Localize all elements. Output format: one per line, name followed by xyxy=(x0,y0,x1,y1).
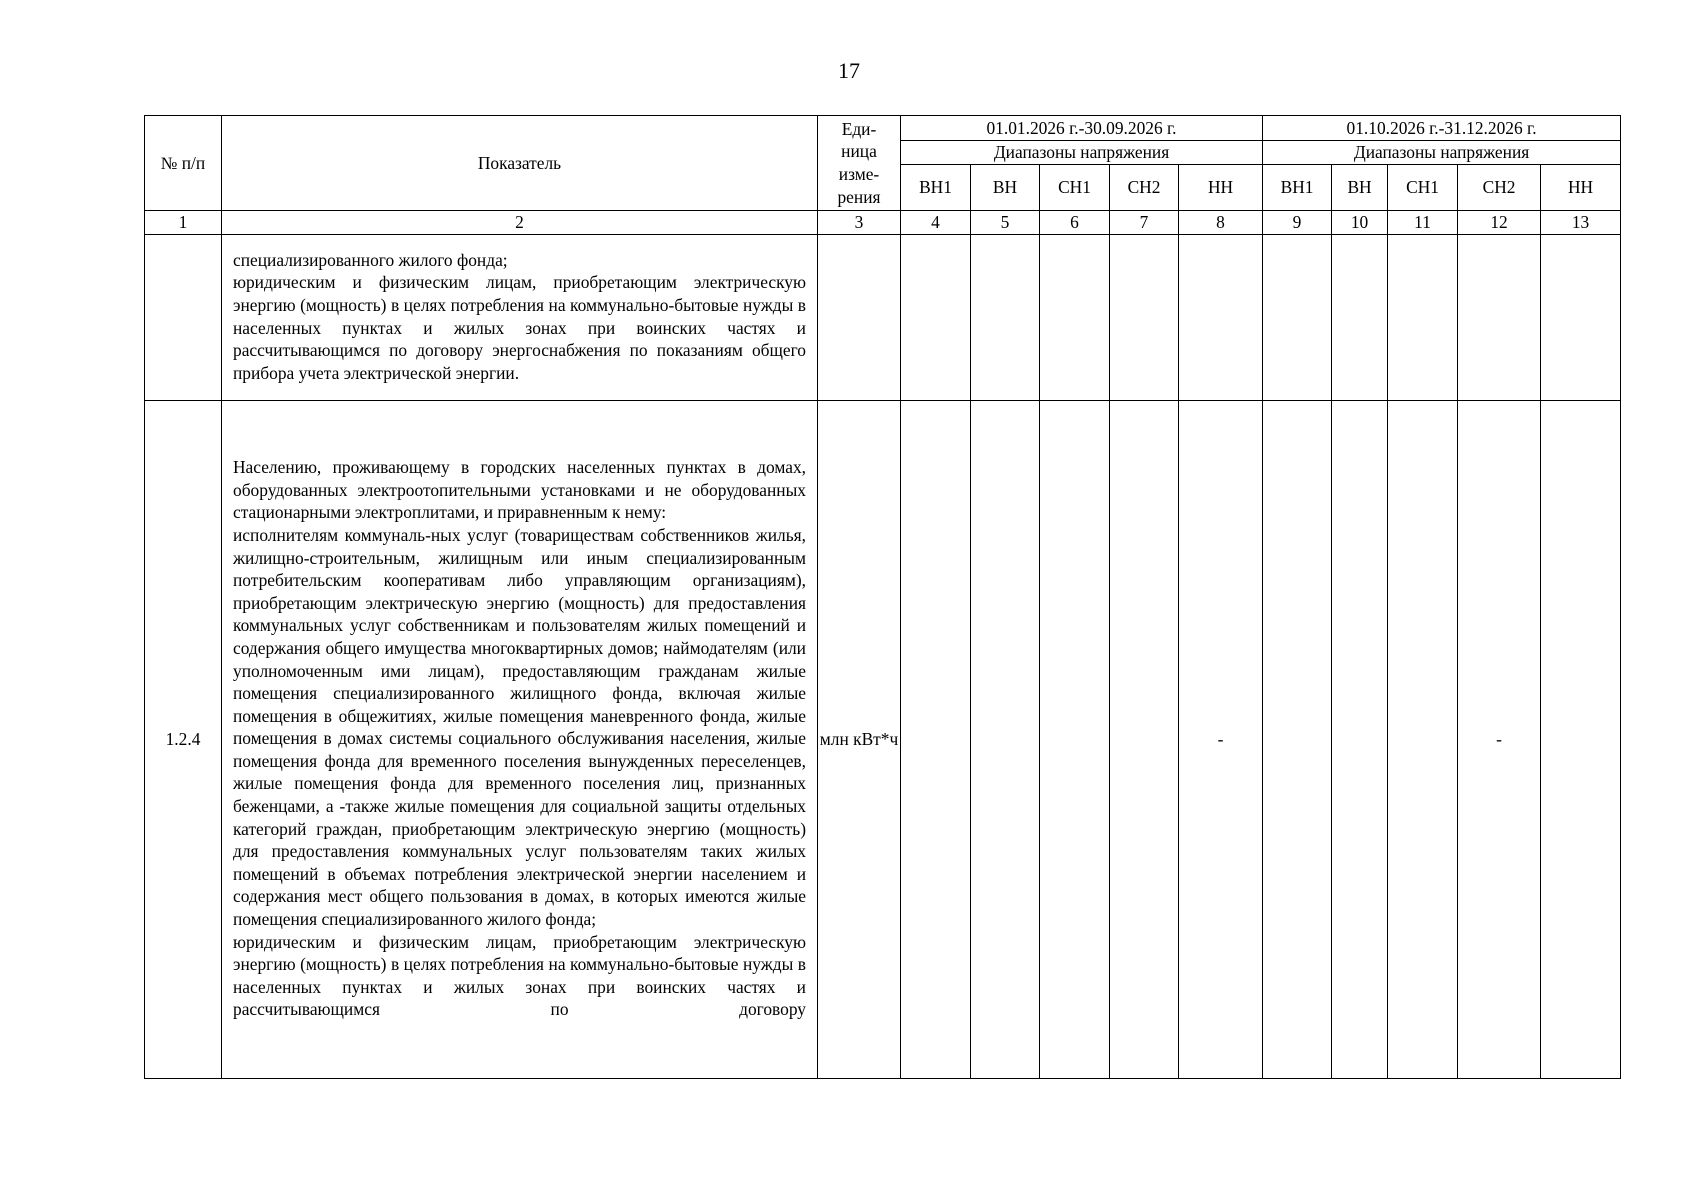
header-voltage-cell: СН2 xyxy=(1458,165,1541,211)
value-cell xyxy=(1110,234,1179,400)
page-number: 17 xyxy=(838,58,860,83)
table-row xyxy=(145,400,1621,1078)
column-number: 7 xyxy=(1110,211,1179,235)
value-cell: - xyxy=(1458,400,1541,1078)
header-ranges-2: Диапазоны напряжения xyxy=(1263,141,1621,165)
column-number: 8 xyxy=(1179,211,1263,235)
column-number: 11 xyxy=(1388,211,1458,235)
column-number: 6 xyxy=(1040,211,1110,235)
header-voltage-cell: ВН1 xyxy=(901,165,971,211)
value-cell xyxy=(1263,400,1332,1078)
column-number: 10 xyxy=(1332,211,1388,235)
header-voltage-cell: НН xyxy=(1179,165,1263,211)
row-unit xyxy=(818,234,901,400)
column-number: 9 xyxy=(1263,211,1332,235)
value-cell xyxy=(971,234,1040,400)
indicator-paragraph: юридическим и физическим лицам, приобретающим электрическую энергию (мощность) в целях потребления на коммунально-бытовые нужды в населенных пунктах и жилых зонах при воинских частях и рассчитывающимся по договору энергоснабжения по показаниям общего прибора учета электрической энергии. xyxy=(233,272,806,383)
row-indicator-text xyxy=(222,400,818,1078)
value-cell xyxy=(1332,234,1388,400)
header-period-2: 01.10.2026 г.-31.12.2026 г. xyxy=(1263,116,1621,141)
header-num: № п/п xyxy=(145,116,222,211)
value-cell xyxy=(1040,400,1110,1078)
value-cell: - xyxy=(1179,400,1263,1078)
header-ranges-1: Диапазоны напряжения xyxy=(901,141,1263,165)
value-cell xyxy=(1263,234,1332,400)
value-cell xyxy=(1458,234,1541,400)
value-cell xyxy=(1388,400,1458,1078)
header-unit: Еди- ница изме- рения xyxy=(818,116,901,211)
indicator-paragraph: Населению, проживающему в городских населенных пунктах в домах, оборудованных электроотопительными установками и не оборудованных стационарными электроплитами, и приравненным к нему: xyxy=(233,457,806,523)
value-cell xyxy=(1388,234,1458,400)
tariff-table xyxy=(144,115,1621,1079)
column-number: 5 xyxy=(971,211,1040,235)
header-voltage-cell: ВН xyxy=(1332,165,1388,211)
header-voltage-cell: СН2 xyxy=(1110,165,1179,211)
value-cell xyxy=(1179,234,1263,400)
column-number: 1 xyxy=(145,211,222,235)
value-cell xyxy=(901,400,971,1078)
column-number: 13 xyxy=(1541,211,1621,235)
value-cell xyxy=(971,400,1040,1078)
indicator-paragraph: исполнителям коммуналь-ных услуг (товариществам собственников жилья, жилищно-строительным, жилищным или иным специализированным потребительским кооперативам либо управляющим организациям), приобретающим электрическую энергию (мощность) для предоставления коммунальных услуг собственникам и пользователям жилых помещений и содержания общего имущества многоквартирных домов; наймодателям (или уполномоченным ими лицам), предоставляющим гражданам жилые помещения специализированного жилищного фонда, включая жилые помещения в общежитиях, жилые помещения маневренного фонда, жилые помещения в домах системы социального обслуживания населения, жилые помещения фонда для временного поселения вынужденных переселенцев, жилые помещения фонда для временного поселения лиц, признанных беженцами, а -также жилые помещения для социальной защиты отдельных категорий граждан, приобретающим электрическую энергию (мощность) для предоставления коммунальных услуг пользователям таких жилых помещений в объемах потребления электрической энергии населением и содержания мест общего пользования в домах, в которых имеются жилые помещения специализированного жилого фонда; xyxy=(233,524,806,930)
row-index: 1.2.4 xyxy=(145,400,222,1078)
row-unit: млн кВт*ч xyxy=(818,400,901,1078)
header-voltage-cell: НН xyxy=(1541,165,1621,211)
value-cell xyxy=(1040,234,1110,400)
value-cell xyxy=(1332,400,1388,1078)
table-row xyxy=(145,234,1621,400)
header-voltage-cell: ВН xyxy=(971,165,1040,211)
indicator-paragraph: юридическим и физическим лицам, приобретающим электрическую энергию (мощность) в целях потребления на коммунально-бытовые нужды в населенных пунктах и жилых зонах при воинских частях и рассчитывающимся по договору xyxy=(233,931,806,1020)
header-voltage-cell: СН1 xyxy=(1388,165,1458,211)
row-index xyxy=(145,234,222,400)
header-voltage-cell: ВН1 xyxy=(1263,165,1332,211)
column-number: 3 xyxy=(818,211,901,235)
value-cell xyxy=(1541,234,1621,400)
value-cell xyxy=(1110,400,1179,1078)
indicator-paragraph: специализированного жилого фонда; xyxy=(233,249,508,270)
column-number: 4 xyxy=(901,211,971,235)
header-indicator: Показатель xyxy=(222,116,818,211)
column-number: 12 xyxy=(1458,211,1541,235)
value-cell xyxy=(1541,400,1621,1078)
header-period-1: 01.01.2026 г.-30.09.2026 г. xyxy=(901,116,1263,141)
column-number: 2 xyxy=(222,211,818,235)
value-cell xyxy=(901,234,971,400)
row-indicator-text xyxy=(222,234,818,400)
header-voltage-cell: СН1 xyxy=(1040,165,1110,211)
